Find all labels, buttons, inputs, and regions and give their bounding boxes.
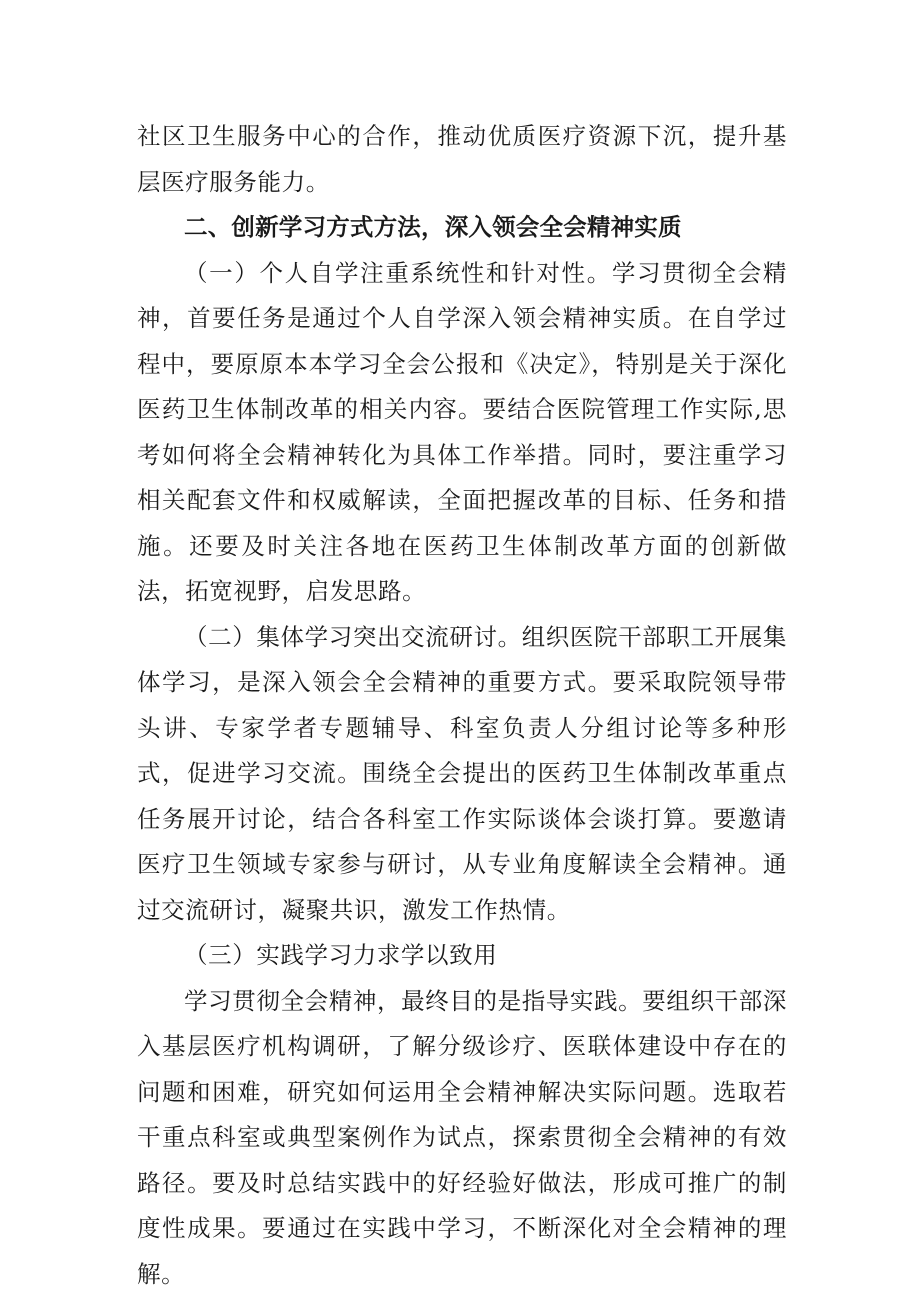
paragraph-self-study: （一）个人自学注重系统性和针对性。学习贯彻全会精神，首要任务是通过个人自学深入领会精神实质。在自学过程中，要原原本本学习全会公报和《决定》，特别是关于深化医药卫生体制改革的相关内容。要结合医院管理工作实际,思考如何将全会精神转化为具体工作举措。同时，要注重学习相关配套文件和权威解读，全面把握改革的目标、任务和措施。还要及时关注各地在医药卫生体制改革方面的创新做法，拓宽视野，启发思路。 <box>137 258 787 605</box>
paragraph-group-study: （二）集体学习突出交流研讨。组织医院干部职工开展集体学习，是深入领会全会精神的重要方式。要采取院领导带头讲、专家学者专题辅导、科室负责人分组讨论等多种形式，促进学习交流。围绕全会提出的医药卫生体制改革重点任务展开讨论，结合各科室工作实际谈体会谈打算。要邀请医疗卫生领域专家参与研讨，从专业角度解读全会精神。通过交流研讨，凝聚共识，激发工作热情。 <box>137 622 787 924</box>
subheading-practice-study: （三）实践学习力求学以致用 <box>184 941 498 969</box>
paragraph-practice-study: 学习贯彻全会精神，最终目的是指导实践。要组织干部深入基层医疗机构调研，了解分级诊疗、医联体建设中存在的问题和困难，研究如何运用全会精神解决实际问题。选取若干重点科室或典型案例作为试点，探索贯彻全会精神的有效路径。要及时总结实践中的好经验好做法，形成可推广的制度性成果。要通过在实践中学习，不断深化对全会精神的理解。 <box>137 986 787 1288</box>
document-body <box>137 114 787 1297</box>
paragraph-continued: 社区卫生服务中心的合作，推动优质医疗资源下沉，提升基层医疗服务能力。 <box>137 122 787 196</box>
section-heading: 二、创新学习方式方法，深入领会全会精神实质 <box>184 213 682 241</box>
